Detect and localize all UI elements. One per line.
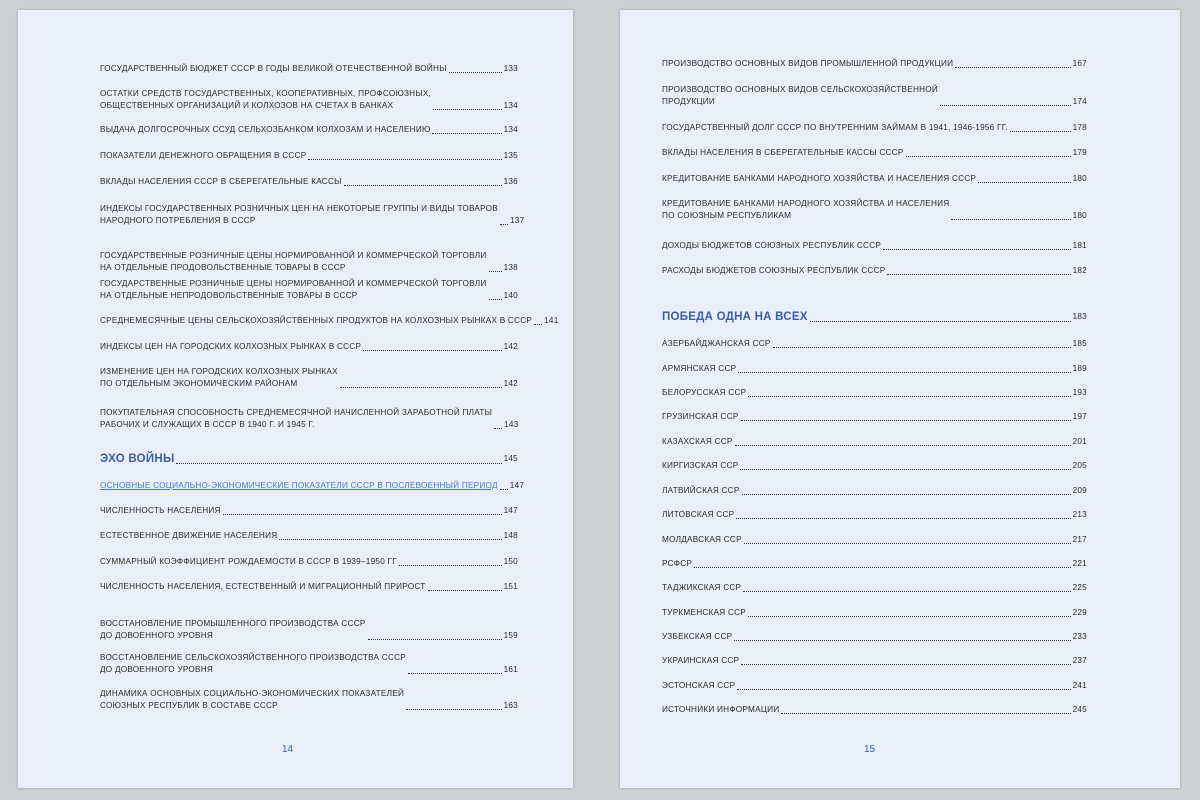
toc-entry-page: 161 — [503, 665, 518, 674]
toc-leader-dots — [955, 66, 1070, 68]
toc-entry-title-line: ГРУЗИНСКАЯ ССР — [662, 412, 739, 421]
toc-entry[interactable] — [100, 250, 518, 274]
toc-entry-title-line: СУММАРНЫЙ КОЭФФИЦИЕНТ РОЖДАЕМОСТИ В СССР В 1939–1950 ГГ — [100, 557, 397, 566]
toc-entry[interactable] — [662, 534, 1087, 546]
toc-entry-page: 182 — [1072, 266, 1087, 275]
toc-entry-page: 201 — [1072, 437, 1087, 446]
toc-leader-dots — [344, 184, 502, 186]
toc-entry-title-line: БЕЛОРУССКАЯ ССР — [662, 388, 747, 397]
toc-entry-title-line: ГОСУДАРСТВЕННЫЕ РОЗНИЧНЫЕ ЦЕНЫ НОРМИРОВАННОЙ И КОММЕРЧЕСКОЙ ТОРГОВЛИ — [100, 279, 487, 288]
toc-entry-title — [662, 485, 740, 497]
toc-entry-page: 134 — [503, 101, 518, 110]
toc-entry-title — [662, 84, 938, 108]
toc-entry-title — [662, 582, 741, 594]
toc-leader-dots — [748, 615, 1071, 617]
toc-entry-title-line: ЧИСЛЕННОСТЬ НАСЕЛЕНИЯ — [100, 506, 221, 515]
toc-entry[interactable] — [100, 688, 518, 712]
toc-entry-title-line: МОЛДАВСКАЯ ССР — [662, 535, 742, 544]
toc-entry-page: 180 — [1072, 211, 1087, 220]
toc-entry[interactable] — [100, 278, 518, 302]
toc-entry[interactable] — [100, 652, 518, 676]
toc-entry-title-line: КАЗАХСКАЯ ССР — [662, 437, 733, 446]
toc-entry-title-line: ПРОИЗВОДСТВО ОСНОВНЫХ ВИДОВ ПРОМЫШЛЕННОЙ ПРОДУКЦИИ — [662, 59, 954, 68]
toc-entry-title — [662, 460, 738, 472]
toc-entry-title-line: ВКЛАДЫ НАСЕЛЕНИЯ В СБЕРЕГАТЕЛЬНЫЕ КАССЫ СССР — [662, 148, 904, 157]
toc-entry-page: 185 — [1072, 339, 1087, 348]
toc-entry-title-line: ИЗМЕНЕНИЕ ЦЕН НА ГОРОДСКИХ КОЛХОЗНЫХ РЫНКАХ — [100, 367, 338, 376]
toc-entry-title — [100, 505, 221, 517]
toc-entry-title — [100, 203, 498, 227]
toc-entry-title — [100, 315, 532, 327]
toc-leader-dots — [883, 248, 1070, 250]
toc-leader-dots — [408, 672, 502, 674]
toc-entry[interactable] — [100, 88, 518, 112]
toc-leader-dots — [978, 181, 1070, 183]
toc-entry-title-line: СРЕДНЕМЕСЯЧНЫЕ ЦЕНЫ СЕЛЬСКОХОЗЯЙСТВЕННЫХ ПРОДУКТОВ НА КОЛХОЗНЫХ РЫНКАХ В СССР — [100, 316, 533, 325]
toc-entry-title — [100, 150, 306, 162]
toc-entry-page: 136 — [503, 177, 518, 186]
toc-entry[interactable] — [100, 480, 525, 492]
toc-entry[interactable] — [662, 84, 1087, 108]
toc-entry-title — [100, 341, 361, 353]
toc-entry-title — [100, 530, 277, 542]
toc-entry-page: 147 — [503, 506, 518, 515]
toc-entry-title-line: ДО ДОВОЕННОГО УРОВНЯ — [100, 665, 214, 674]
toc-entry-title-line: ОСНОВНЫЕ СОЦИАЛЬНО-ЭКОНОМИЧЕСКИЕ ПОКАЗАТЕЛИ СССР В ПОСЛЕВОЕННЫЙ ПЕРИОД — [100, 481, 498, 490]
toc-right — [620, 10, 1180, 788]
toc-entry-title — [100, 581, 426, 593]
toc-leader-dots — [432, 132, 501, 134]
toc-leader-dots — [406, 708, 501, 710]
toc-entry-title-line: ВКЛАДЫ НАСЕЛЕНИЯ СССР В СБЕРЕГАТЕЛЬНЫЕ КАССЫ — [100, 177, 342, 186]
toc-entry-page: 167 — [1072, 59, 1087, 68]
toc-entry-title-line: ИНДЕКСЫ ГОСУДАРСТВЕННЫХ РОЗНИЧНЫХ ЦЕН НА НЕКОТОРЫЕ ГРУППЫ И ВИДЫ ТОВАРОВ — [100, 204, 498, 213]
toc-leader-dots — [748, 395, 1070, 397]
toc-leader-dots — [906, 155, 1071, 157]
toc-entry[interactable] — [662, 265, 1087, 277]
toc-entry-title-line: ЛАТВИЙСКАЯ ССР — [662, 486, 740, 495]
toc-leader-dots — [743, 590, 1070, 592]
toc-entry-page: 193 — [1072, 388, 1087, 397]
toc-entry-title — [662, 338, 771, 350]
toc-entry-page: 181 — [1072, 241, 1087, 250]
toc-entry-title-line: СОЮЗНЫХ РЕСПУБЛИК В СОСТАВЕ СССР — [100, 701, 278, 710]
toc-entry-title-line: ПО ОТДЕЛЬНЫМ ЭКОНОМИЧЕСКИМ РАЙОНАМ — [100, 379, 298, 388]
toc-entry-title — [100, 278, 487, 302]
toc-entry-title — [662, 240, 881, 252]
toc-entry-title — [662, 58, 953, 70]
toc-entry-title-line: ЧИСЛЕННОСТЬ НАСЕЛЕНИЯ, ЕСТЕСТВЕННЫЙ И МИГРАЦИОННЫЙ ПРИРОСТ — [100, 582, 426, 591]
toc-entry-title — [662, 147, 904, 159]
toc-leader-dots — [489, 298, 502, 300]
toc-leader-dots — [737, 688, 1070, 690]
toc-entry[interactable] — [100, 530, 518, 542]
toc-leader-dots — [741, 663, 1070, 665]
toc-entry-page: 245 — [1072, 705, 1087, 714]
toc-entry-title — [662, 704, 779, 716]
toc-leader-dots — [744, 542, 1071, 544]
toc-leader-dots — [368, 638, 502, 640]
toc-entry[interactable] — [662, 558, 1087, 570]
toc-entry-title — [100, 250, 487, 274]
toc-entry-page: 233 — [1072, 632, 1087, 641]
toc-entry-title — [100, 176, 342, 188]
toc-entry-title — [100, 124, 430, 136]
toc-entry-title — [100, 480, 498, 492]
toc-entry[interactable] — [100, 452, 518, 466]
toc-entry-page: 189 — [1072, 364, 1087, 373]
toc-entry-title — [662, 655, 739, 667]
toc-entry-title-line: ВОССТАНОВЛЕНИЕ ПРОМЫШЛЕННОГО ПРОИЗВОДСТВА СССР — [100, 619, 366, 628]
toc-entry-title — [662, 310, 808, 324]
toc-entry-page: 237 — [1072, 656, 1087, 665]
toc-leader-dots — [781, 712, 1070, 714]
toc-entry-title — [100, 366, 338, 390]
toc-leader-dots — [433, 108, 502, 110]
toc-entry[interactable] — [100, 315, 559, 327]
toc-entry[interactable] — [100, 124, 518, 136]
toc-leader-dots — [1010, 130, 1071, 132]
toc-entry-title — [662, 558, 692, 570]
toc-entry-title-line: ДИНАМИКА ОСНОВНЫХ СОЦИАЛЬНО-ЭКОНОМИЧЕСКИХ ПОКАЗАТЕЛЕЙ — [100, 689, 405, 698]
toc-entry-page: 143 — [504, 420, 519, 429]
toc-entry-page: 147 — [509, 481, 525, 490]
toc-entry-page: 179 — [1072, 148, 1087, 157]
toc-entry-title — [662, 631, 732, 643]
toc-entry-page: 142 — [503, 342, 518, 351]
toc-entry-page: 135 — [503, 151, 518, 160]
toc-entry[interactable] — [662, 58, 1087, 70]
toc-leader-dots — [736, 517, 1070, 519]
toc-entry[interactable] — [662, 436, 1087, 448]
toc-leader-dots — [176, 462, 501, 464]
toc-leader-dots — [494, 427, 502, 429]
toc-entry-page: 183 — [1072, 312, 1087, 321]
toc-leader-dots — [308, 158, 501, 160]
toc-leader-dots — [887, 273, 1070, 275]
toc-entry-title — [662, 680, 735, 692]
toc-entry-page: 209 — [1072, 486, 1087, 495]
toc-entry-title-line: ВОССТАНОВЛЕНИЕ СЕЛЬСКОХОЗЯЙСТВЕННОГО ПРОИЗВОДСТВА СССР — [100, 653, 406, 662]
toc-leader-dots — [399, 564, 502, 566]
toc-entry-title — [662, 436, 733, 448]
toc-leader-dots — [735, 444, 1071, 446]
toc-entry-page: 140 — [503, 291, 518, 300]
toc-entry[interactable] — [662, 680, 1087, 692]
toc-entry[interactable] — [100, 203, 525, 227]
toc-leader-dots — [340, 386, 502, 388]
toc-entry[interactable] — [662, 655, 1087, 667]
toc-entry[interactable] — [662, 338, 1087, 350]
toc-entry[interactable] — [662, 582, 1087, 594]
toc-entry-title-line: ДОХОДЫ БЮДЖЕТОВ СОЮЗНЫХ РЕСПУБЛИК СССР — [662, 241, 882, 250]
toc-entry-page: 137 — [510, 216, 525, 225]
toc-entry[interactable] — [100, 581, 518, 593]
page-number-left: 14 — [282, 744, 294, 755]
toc-entry-page: 197 — [1072, 412, 1087, 421]
toc-entry-title-line: ПРОДУКЦИИ — [662, 97, 716, 106]
toc-entry-title — [100, 652, 406, 676]
toc-entry-title-line: АЗЕРБАЙДЖАНСКАЯ ССР — [662, 339, 771, 348]
toc-entry-title-line: ОБЩЕСТВЕННЫХ ОРГАНИЗАЦИЙ И КОЛХОЗОВ НА СЧЕТАХ В БАНКАХ — [100, 101, 394, 110]
toc-entry-page: 141 — [544, 316, 559, 325]
toc-entry-title-line: АРМЯНСКАЯ ССР — [662, 364, 737, 373]
toc-entry-page: 163 — [503, 701, 518, 710]
toc-leader-dots — [940, 104, 1071, 106]
toc-entry-title-line: ДО ДОВОЕННОГО УРОВНЯ — [100, 631, 214, 640]
toc-leader-dots — [740, 468, 1070, 470]
toc-entry-title — [662, 607, 746, 619]
toc-entry[interactable] — [662, 147, 1087, 159]
toc-entry[interactable] — [100, 505, 518, 517]
toc-entry[interactable] — [100, 366, 518, 390]
toc-entry-title-line: НА ОТДЕЛЬНЫЕ НЕПРОДОВОЛЬСТВЕННЫЕ ТОВАРЫ В СССР — [100, 291, 358, 300]
toc-entry[interactable] — [662, 631, 1087, 643]
toc-entry-page: 241 — [1072, 681, 1087, 690]
toc-leader-dots — [951, 218, 1070, 220]
toc-leader-dots — [734, 639, 1070, 641]
toc-entry-page: 148 — [503, 531, 518, 540]
toc-entry[interactable] — [100, 556, 518, 568]
toc-entry-title — [662, 509, 734, 521]
toc-entry[interactable] — [100, 341, 518, 353]
toc-entry-title-line: ТАДЖИКСКАЯ ССР — [662, 583, 742, 592]
toc-entry-title-line: РСФСР — [662, 559, 693, 568]
left-page — [18, 10, 573, 788]
toc-entry-page: 150 — [503, 557, 518, 566]
toc-leader-dots — [694, 566, 1070, 568]
toc-leader-dots — [534, 323, 542, 325]
toc-entry-title-line: ТУРКМЕНСКАЯ ССР — [662, 608, 746, 617]
toc-entry-title — [100, 618, 366, 642]
toc-entry-title-line: ГОСУДАРСТВЕННЫЙ БЮДЖЕТ СССР В ГОДЫ ВЕЛИКОЙ ОТЕЧЕСТВЕННОЙ ВОЙНЫ — [100, 64, 447, 73]
toc-entry-title — [100, 556, 397, 568]
toc-entry-page: 142 — [503, 379, 518, 388]
toc-entry-title-line: КРЕДИТОВАНИЕ БАНКАМИ НАРОДНОГО ХОЗЯЙСТВА И НАСЕЛЕНИЯ СССР — [662, 174, 977, 183]
toc-entry-page: 225 — [1072, 583, 1087, 592]
toc-entry-title — [100, 407, 492, 431]
toc-entry-title-line: ПРОИЗВОДСТВО ОСНОВНЫХ ВИДОВ СЕЛЬСКОХОЗЯЙСТВЕННОЙ — [662, 85, 939, 94]
toc-entry-title-line: РАСХОДЫ БЮДЖЕТОВ СОЮЗНЫХ РЕСПУБЛИК СССР — [662, 266, 886, 275]
toc-entry[interactable] — [100, 63, 518, 75]
toc-entry[interactable] — [662, 460, 1087, 472]
toc-entry-title — [662, 122, 1008, 134]
toc-entry-page: 180 — [1072, 174, 1087, 183]
toc-entry-page: 138 — [503, 263, 518, 272]
toc-entry-title-line: ЕСТЕСТВЕННОЕ ДВИЖЕНИЕ НАСЕЛЕНИЯ — [100, 531, 278, 540]
toc-leader-dots — [489, 270, 502, 272]
toc-entry-title-line: УЗБЕКСКАЯ ССР — [662, 632, 733, 641]
toc-entry[interactable] — [662, 198, 1087, 222]
toc-entry[interactable] — [662, 240, 1087, 252]
toc-entry-title-line: ПО СОЮЗНЫМ РЕСПУБЛИКАМ — [662, 211, 792, 220]
toc-entry-title-line: РАБОЧИХ И СЛУЖАЩИХ В СССР В 1940 Г. И 1945 Г. — [100, 420, 315, 429]
toc-entry-title — [662, 411, 739, 423]
toc-entry-title — [662, 387, 746, 399]
toc-entry[interactable] — [662, 509, 1087, 521]
right-page — [620, 10, 1180, 788]
toc-entry[interactable] — [662, 310, 1087, 324]
toc-entry[interactable] — [100, 176, 518, 188]
toc-entry-title-line: КРЕДИТОВАНИЕ БАНКАМИ НАРОДНОГО ХОЗЯЙСТВА И НАСЕЛЕНИЯ — [662, 199, 950, 208]
toc-entry-title — [662, 198, 949, 222]
toc-entry-title-line: ЭСТОНСКАЯ ССР — [662, 681, 736, 690]
toc-entry-title — [100, 688, 404, 712]
toc-entry-title — [662, 265, 885, 277]
toc-leader-dots — [500, 488, 508, 490]
toc-entry-title-line: ЭХО ВОЙНЫ — [100, 453, 175, 465]
page-number-right: 15 — [864, 744, 876, 755]
toc-left — [18, 10, 573, 788]
toc-entry-title-line: ПОБЕДА ОДНА НА ВСЕХ — [662, 311, 808, 323]
toc-entry-title-line: НА ОТДЕЛЬНЫЕ ПРОДОВОЛЬСТВЕННЫЕ ТОВАРЫ В СССР — [100, 263, 346, 272]
toc-entry-title — [662, 363, 736, 375]
toc-leader-dots — [742, 493, 1071, 495]
toc-entry[interactable] — [100, 618, 518, 642]
toc-entry[interactable] — [662, 411, 1087, 423]
toc-entry-title-line: ИНДЕКСЫ ЦЕН НА ГОРОДСКИХ КОЛХОЗНЫХ РЫНКАХ В СССР — [100, 342, 362, 351]
toc-entry-page: 221 — [1072, 559, 1087, 568]
toc-entry-title-line: ПОКАЗАТЕЛИ ДЕНЕЖНОГО ОБРАЩЕНИЯ В СССР — [100, 151, 307, 160]
toc-entry-title — [100, 63, 447, 75]
toc-entry-title — [100, 88, 431, 112]
toc-entry[interactable] — [100, 407, 518, 431]
toc-entry-page: 145 — [503, 454, 518, 463]
toc-entry-title-line: ГОСУДАРСТВЕННЫЕ РОЗНИЧНЫЕ ЦЕНЫ НОРМИРОВАННОЙ И КОММЕРЧЕСКОЙ ТОРГОВЛИ — [100, 251, 487, 260]
toc-entry-page: 217 — [1072, 535, 1087, 544]
toc-leader-dots — [363, 349, 501, 351]
toc-leader-dots — [741, 419, 1071, 421]
toc-entry[interactable] — [662, 173, 1087, 185]
toc-entry-title-line: УКРАИНСКАЯ ССР — [662, 656, 740, 665]
toc-entry-title-line: ОСТАТКИ СРЕДСТВ ГОСУДАРСТВЕННЫХ, КООПЕРАТИВНЫХ, ПРОФСОЮЗНЫХ, — [100, 89, 432, 98]
toc-entry[interactable] — [662, 485, 1087, 497]
toc-entry-page: 134 — [503, 125, 518, 134]
toc-entry-title-line: ПОКУПАТЕЛЬНАЯ СПОСОБНОСТЬ СРЕДНЕМЕСЯЧНОЙ НАЧИСЛЕННОЙ ЗАРАБОТНОЙ ПЛАТЫ — [100, 408, 493, 417]
toc-entry-title-line: ВЫДАЧА ДОЛГОСРОЧНЫХ ССУД СЕЛЬХОЗБАНКОМ КОЛХОЗАМ И НАСЕЛЕНИЮ — [100, 125, 431, 134]
toc-leader-dots — [279, 538, 501, 540]
toc-entry-title-line: ЛИТОВСКАЯ ССР — [662, 510, 735, 519]
toc-entry[interactable] — [662, 363, 1087, 375]
toc-leader-dots — [738, 371, 1070, 373]
toc-entry-title — [662, 534, 742, 546]
toc-entry-page: 178 — [1072, 123, 1087, 132]
toc-entry-title — [100, 452, 174, 466]
toc-entry-title-line: КИРГИЗСКАЯ ССР — [662, 461, 739, 470]
toc-entry-title — [662, 173, 976, 185]
toc-entry-page: 229 — [1072, 608, 1087, 617]
toc-leader-dots — [449, 71, 502, 73]
toc-entry[interactable] — [662, 704, 1087, 716]
toc-leader-dots — [428, 589, 502, 591]
toc-entry-title-line: ИСТОЧНИКИ ИНФОРМАЦИИ — [662, 705, 780, 714]
toc-entry-page: 151 — [503, 582, 518, 591]
toc-entry-page: 205 — [1072, 461, 1087, 470]
toc-entry-page: 213 — [1072, 510, 1087, 519]
toc-entry[interactable] — [662, 607, 1087, 619]
toc-leader-dots — [223, 513, 502, 515]
toc-entry[interactable] — [100, 150, 518, 162]
toc-entry-page: 174 — [1072, 97, 1087, 106]
toc-leader-dots — [773, 346, 1071, 348]
toc-leader-dots — [500, 223, 508, 225]
toc-entry-title-line: НАРОДНОГО ПОТРЕБЛЕНИЯ В СССР — [100, 216, 256, 225]
toc-entry-page: 159 — [503, 631, 518, 640]
toc-entry-title-line: ГОСУДАРСТВЕННЫЙ ДОЛГ СССР ПО ВНУТРЕННИМ ЗАЙМАМ В 1941, 1946-1956 ГГ. — [662, 123, 1008, 132]
toc-leader-dots — [810, 320, 1071, 322]
toc-entry-page: 133 — [503, 64, 518, 73]
toc-entry[interactable] — [662, 387, 1087, 399]
toc-entry[interactable] — [662, 122, 1087, 134]
